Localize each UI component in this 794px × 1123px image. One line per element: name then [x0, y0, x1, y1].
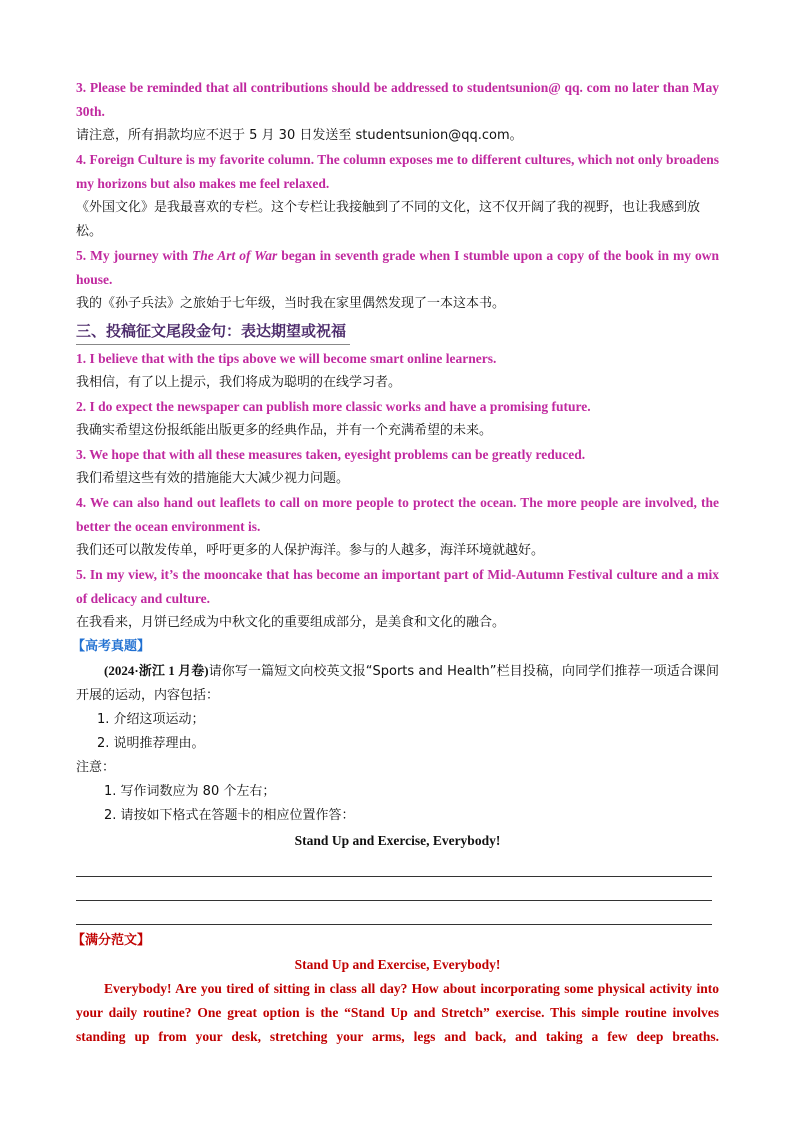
english-text: began in seventh grade when I stumble upon a copy of the book in my own house.: [76, 248, 719, 287]
english-sentence: [76, 244, 719, 292]
answer-title: Stand Up and Exercise, Everybody!: [294, 833, 501, 848]
sentence-a5: [76, 244, 719, 316]
document-page: [72, 76, 719, 1049]
model-essay-title: Stand Up and Exercise, Everybody!: [294, 957, 501, 972]
sentence-b2: [76, 395, 719, 443]
english-sentence: 1. I believe that with the tips above we will become smart online learners.: [76, 351, 497, 366]
section-heading: 三、投稿征文尾段金句：表达期望或祝福: [76, 318, 350, 345]
exam-prompt: [76, 659, 719, 708]
chinese-translation: 在我看来，月饼已经成为中秋文化的重要组成部分，是美食和文化的融合。: [76, 615, 506, 630]
english-text: 5. My journey with: [76, 248, 193, 263]
note-label: 注意：: [76, 760, 116, 775]
sentence-b4: [76, 491, 719, 563]
exam-note: 1. 写作词数应为 80 个左右；: [104, 784, 276, 799]
english-sentence: 3. We hope that with all these measures taken, eyesight problems can be greatly reduced.: [76, 447, 586, 462]
chinese-translation: 我们还可以散发传单，呼吁更多的人保护海洋。参与的人越多，海洋环境就越好。: [76, 543, 545, 558]
sentence-b5: [76, 563, 719, 635]
sentence-a4: [76, 148, 719, 244]
english-sentence: 4. Foreign Culture is my favorite column. The column exposes me to different cultures, which not only broadens my horizons but also makes me feel relaxed.: [76, 152, 719, 191]
answer-line: [76, 877, 712, 901]
answer-line: [76, 853, 712, 877]
exam-tag: 【高考真题】: [72, 639, 151, 654]
exam-note: 2. 请按如下格式在答题卡的相应位置作答：: [104, 808, 355, 823]
book-title: The Art of War: [192, 248, 278, 263]
english-sentence: 4. We can also hand out leaflets to call on more people to protect the ocean. The more people are involved, the better the ocean environment is.: [76, 495, 719, 534]
chinese-translation: 请注意，所有捐款均应不迟于 5 月 30 日发送至 studentsunion@qq.com。: [76, 128, 523, 143]
model-essay-tag: 【满分范文】: [72, 933, 151, 948]
sentence-b1: [76, 347, 719, 395]
english-sentence: 3. Please be reminded that all contributions should be addressed to studentsunion@ qq. com no later than May 30th.: [76, 80, 719, 119]
exam-point: 2. 说明推荐理由。: [97, 736, 205, 751]
exam-source: (2024·浙江 1 月卷): [104, 663, 209, 678]
answer-line: [76, 901, 712, 925]
exam-point: 1. 介绍这项运动；: [97, 712, 205, 727]
chinese-translation: 我的《孙子兵法》之旅始于七年级，当时我在家里偶然发现了一本这本书。: [76, 296, 506, 311]
chinese-translation: 我们希望这些有效的措施能大大减少视力问题。: [76, 471, 350, 486]
sentence-a3: [76, 76, 719, 148]
chinese-translation: 《外国文化》是我最喜欢的专栏。这个专栏让我接触到了不同的文化，这不仅开阔了我的视野，也让我感到放松。: [76, 200, 701, 239]
english-sentence: 2. I do expect the newspaper can publish more classic works and have a promising future.: [76, 399, 591, 414]
sentence-b3: [76, 443, 719, 491]
exam-prompt-text: 请你写一篇短文向校英文报“Sports and Health”栏目投稿，向同学们推荐一项适合课间开展的运动，内容包括：: [76, 664, 719, 703]
chinese-translation: 我确实希望这份报纸能出版更多的经典作品，并有一个充满希望的未来。: [76, 423, 493, 438]
model-essay-body: Everybody! Are you tired of sitting in class all day? How about incorporating some physical activity into your daily routine? One great option is the “Stand Up and Stretch” exercise. This simple routine involves standing up from your desk, stretching your arms, legs and back, and taking a few deep breaths.: [76, 981, 719, 1044]
chinese-translation: 我相信，有了以上提示，我们将成为聪明的在线学习者。: [76, 375, 402, 390]
english-sentence: 5. In my view, it’s the mooncake that has become an important part of Mid-Autumn Festival culture and a mix of delicacy and culture.: [76, 567, 719, 606]
